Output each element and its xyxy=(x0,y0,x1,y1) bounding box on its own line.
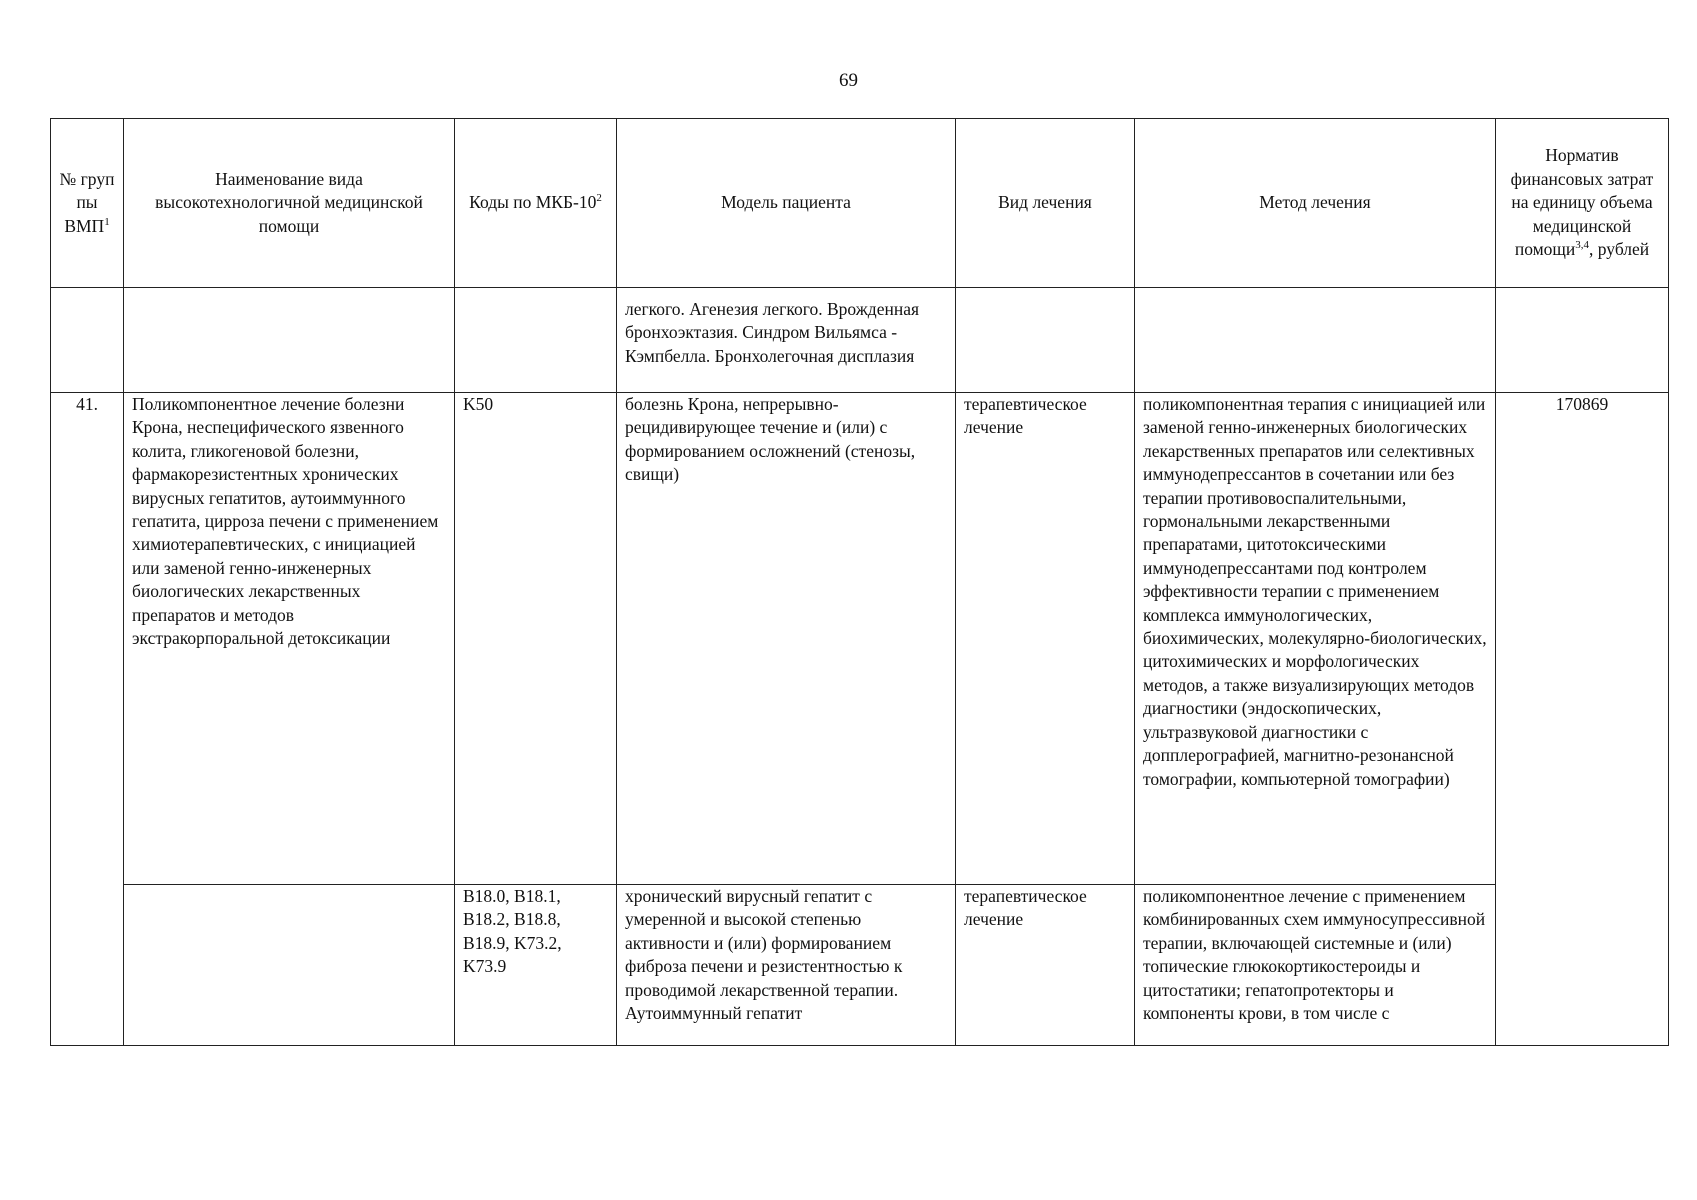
icd-codes-cell xyxy=(455,288,617,393)
header-icd-codes: Коды по МКБ-$10^2$ xyxy=(455,119,617,288)
header-treatment-method: Метод лечения xyxy=(1135,119,1496,288)
header-patient-model: Модель пациента xyxy=(617,119,956,288)
header-cost-norm: Норматив финансовых затрат на единицу объема медицинской помощи$^{3,4}$, рублей xyxy=(1496,119,1669,288)
cost-norm-cell: 170869 xyxy=(1496,393,1669,1046)
cost-norm-cell xyxy=(1496,288,1669,393)
vmp-name-cell xyxy=(124,288,455,393)
patient-model-cell: легкого. Агенезия легкого. Врожденная бронхоэктазия. Синдром Вильямса - Кэмпбелла. Бронхолегочная дисплазия xyxy=(617,288,956,393)
table-row xyxy=(51,885,1669,1046)
patient-model-cell: болезнь Крона, непрерывно-рецидивирующее течение и (или) с формированием осложнений (стенозы, свищи) xyxy=(617,393,956,885)
group-number-cell xyxy=(51,288,124,393)
table-row xyxy=(51,288,1669,393)
icd-codes-cell: K50 xyxy=(455,393,617,885)
vmp-table xyxy=(50,118,1669,1046)
group-number-cell: 41. xyxy=(51,393,124,1046)
header-vmp-name: Наименование вида высокотехнологичной медицинской помощи xyxy=(124,119,455,288)
header-group-number: № груп пы ВМП$^1$ xyxy=(51,119,124,288)
treatment-type-cell: терапевтическое лечение xyxy=(956,885,1135,1046)
treatment-type-cell: терапевтическое лечение xyxy=(956,393,1135,885)
treatment-type-cell xyxy=(956,288,1135,393)
vmp-name-cell: Поликомпонентное лечение болезни Крона, неспецифического язвенного колита, гликогеновой болезни, фармакорезистентных хронических вирусных гепатитов, аутоиммунного гепатита, цирроза печени с применением химиотерапевтических, с инициацией или заменой генно-инженерных биологических лекарственных препаратов и методов экстракорпоральной детоксикации xyxy=(124,393,455,885)
treatment-method-cell: поликомпонентное лечение с применением комбинированных схем иммуносупрессивной терапии, включающей системные и (или) топические глюкокортикостероиды и цитостатики; гепатопротекторы и компоненты крови, в том числе с xyxy=(1135,885,1496,1046)
treatment-method-cell xyxy=(1135,288,1496,393)
icd-codes-cell: B18.0, B18.1, B18.2, B18.8, B18.9, K73.2, K73.9 xyxy=(455,885,617,1046)
vmp-name-cell xyxy=(124,885,455,1046)
header-treatment-type: Вид лечения xyxy=(956,119,1135,288)
patient-model-cell: хронический вирусный гепатит с умеренной и высокой степенью активности и (или) формированием фиброза печени и резистентностью к проводимой лекарственной терапии. Аутоиммунный гепатит xyxy=(617,885,956,1046)
page-number: 69 xyxy=(839,70,858,91)
table-header-row xyxy=(51,119,1669,288)
treatment-method-cell: поликомпонентная терапия с инициацией или заменой генно-инженерных биологических лекарственных препаратов или селективных иммунодепрессантов в сочетании или без терапии противовоспалительными, гормональными лекарственными препаратами, цитотоксическими иммунодепрессантами под контролем эффективности терапии с применением комплекса иммунологических, биохимических, молекулярно-биологических, цитохимических и морфологических методов, а также визуализирующих методов диагностики (эндоскопических, ультразвуковой диагностики с допплерографией, магнитно-резонансной томографии, компьютерной томографии) xyxy=(1135,393,1496,885)
table-row xyxy=(51,393,1669,885)
